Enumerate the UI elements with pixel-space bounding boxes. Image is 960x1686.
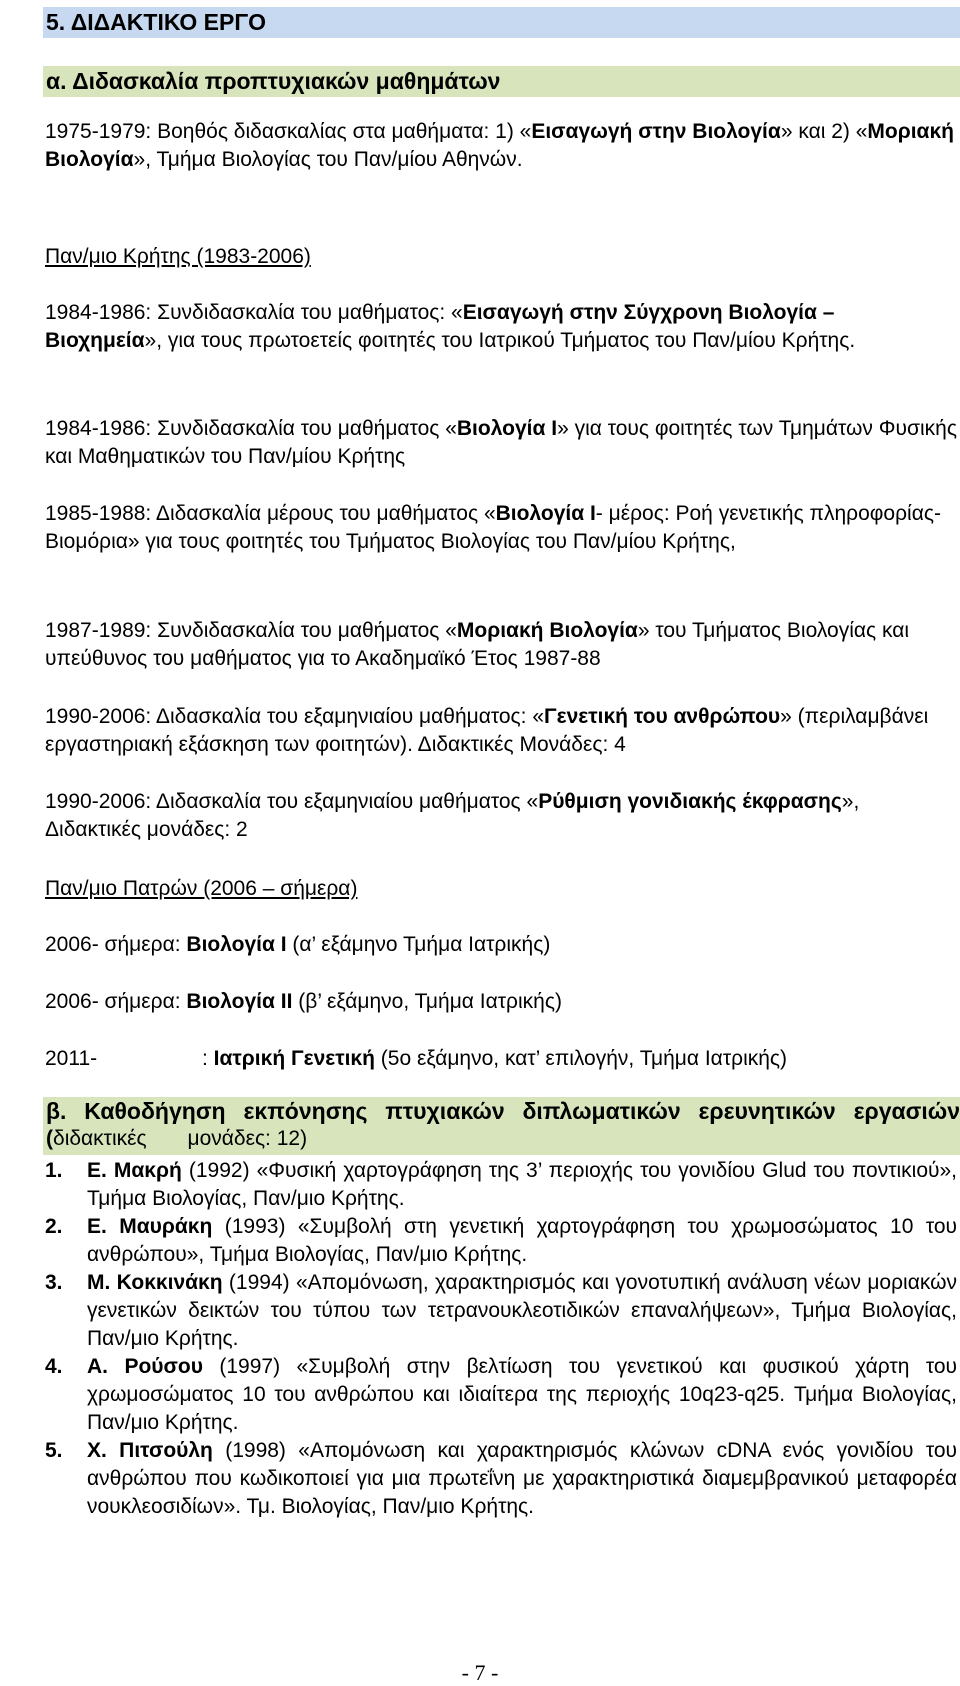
- paragraph-1975: [45, 118, 957, 174]
- course-title: Μοριακή Βιολογία: [45, 120, 955, 171]
- crete-heading: Παν/μιο Κρήτης (1983-2006): [45, 245, 311, 268]
- text: (5ο εξάμηνο, κατ’ επιλογήν, Τμήμα Ιατρικής): [374, 1047, 788, 1070]
- text: » για τους φοιτητές των Τμημάτων Φυσικής και Μαθηματικών του Παν/μίου Κρήτης: [45, 417, 957, 468]
- course-title: Βιολογία Ι: [495, 502, 596, 525]
- item-text: (1992) «Φυσική χαρτογράφηση της 3’ περιοχής του γονιδίου Glud του ποντικιού», Τμήμα Βιολογίας, Παν/μιο Κρήτης.: [87, 1159, 957, 1210]
- paragraph-2006-b: [45, 988, 957, 1016]
- paragraph-2011: [45, 1045, 957, 1073]
- item-number: 4.: [45, 1355, 63, 1378]
- paragraph-1987: [45, 617, 957, 673]
- thesis-list: [45, 1157, 957, 1521]
- subsection-b-heading-text: β. Καθοδήγηση εκπόνησης πτυχιακών διπλωματικών ερευνητικών εργασιών: [46, 1098, 960, 1124]
- course-title: Ρύθμιση γονιδιακής έκφρασης: [538, 790, 842, 813]
- subsection-b-heading-line1: [46, 1097, 960, 1125]
- text: 1990-2006: Διδασκαλία του εξαμηνιαίου μαθήματος «: [45, 790, 539, 813]
- course-title: Εισαγωγή στην Βιολογία: [531, 120, 781, 143]
- list-item: [45, 1157, 957, 1213]
- paragraph-2006-a: [45, 931, 957, 959]
- text: » (περιλαμβάνει εργαστηριακή εξάσκηση των φοιτητών). Διδακτικές Μονάδες: 4: [45, 705, 929, 756]
- subsection-a-heading: [43, 66, 960, 97]
- item-number: 5.: [45, 1439, 63, 1462]
- subsection-b-heading-line2: [46, 1125, 960, 1153]
- item-text: (1994) «Απομόνωση, χαρακτηρισμός και γονοτυπική ανάλυση νέων μοριακών γενετικών δεικτών του τύπου των τετρανουκλεοτιδικών επαναλήψεων», Τμήμα Βιολογίας, Παν/μιο Κρήτης.: [87, 1271, 957, 1350]
- paragraph-1985: [45, 500, 957, 556]
- list-item: [45, 1213, 957, 1269]
- list-item: [45, 1353, 957, 1437]
- year-text: 2011-: [45, 1047, 98, 1070]
- item-number: 3.: [45, 1271, 63, 1294]
- subsection-b-heading: [43, 1097, 960, 1155]
- course-title: Εισαγωγή στην Σύγχρονη Βιολογία – Βιοχημεία: [45, 301, 835, 352]
- course-title: Βιολογία Ι: [186, 933, 287, 956]
- course-title: Γενετική του ανθρώπου: [544, 705, 781, 728]
- text: », Διδακτικές μονάδες: 2: [45, 790, 860, 841]
- text: 1987-1989: Συνδιδασκαλία του μαθήματος «: [45, 619, 457, 642]
- text: », Τμήμα Βιολογίας του Παν/μίου Αθηνών.: [133, 148, 523, 171]
- student-name: Α. Ρούσου: [87, 1355, 203, 1378]
- paragraph-1984-a: [45, 299, 957, 355]
- item-text: (1997) «Συμβολή στην βελτίωση του γενετικού και φυσικού χάρτη του χρωμοσώματος 10 του ανθρώπου και ιδιαίτερα της περιοχής 10q23-q25. Τμήμα Βιολογίας, Παν/μιο Κρήτης.: [87, 1355, 957, 1434]
- text: 1984-1986: Συνδιδασκαλία του μαθήματος: «: [45, 301, 463, 324]
- student-name: Μ. Κοκκινάκη: [87, 1271, 223, 1294]
- course-title: Βιολογία Ι: [456, 417, 558, 440]
- student-name: Ε. Μακρή: [87, 1159, 182, 1182]
- student-name: Ε. Μαυράκη: [87, 1215, 213, 1238]
- item-text: (1998) «Απομόνωση και χαρακτηρισμός κλώνων cDNA ενός γονιδίου του ανθρώπου που κωδικοποιεί για μια πρωτεΐνη με χαρακτηριστικά διαμεμβρανικού μεταφορέα νουκλεοσιδίων». Τμ. Βιολογίας, Παν/μιο Κρήτης.: [87, 1439, 957, 1518]
- text: 2006- σήμερα:: [45, 990, 187, 1013]
- paragraph-1990-b: [45, 788, 957, 844]
- text: » και 2) «: [780, 120, 868, 143]
- course-title: Μοριακή Βιολογία: [456, 619, 638, 642]
- student-name: Χ. Πιτσούλη: [87, 1439, 213, 1462]
- text: (β’ εξάμηνο, Τμήμα Ιατρικής): [292, 990, 562, 1013]
- item-number: 2.: [45, 1215, 63, 1238]
- text: 1985-1988: Διδασκαλία μέρους του μαθήματος «: [45, 502, 496, 525]
- text: » του Τμήματος Βιολογίας και υπεύθυνος του μαθήματος για το Ακαδημαϊκό Έτος 1987-88: [45, 619, 910, 670]
- patras-heading: Παν/μιο Πατρών (2006 – σήμερα): [45, 877, 358, 900]
- text: 1990-2006: Διδασκαλία του εξαμηνιαίου μαθήματος: «: [45, 705, 545, 728]
- text: 2006- σήμερα:: [45, 933, 187, 956]
- section-heading-text: 5. ΔΙΔΑΚΤΙΚΟ ΕΡΓΟ: [46, 9, 267, 35]
- course-title: Ιατρική Γενετική: [213, 1047, 375, 1070]
- section-heading: [43, 7, 960, 38]
- text: 1975-1979: Βοηθός διδασκαλίας στα μαθήματα: 1) «: [45, 120, 532, 143]
- units-text: διδακτικές μονάδες: 12): [53, 1127, 308, 1150]
- paragraph-1984-b: [45, 415, 957, 471]
- text: :: [202, 1047, 214, 1070]
- paragraph-1990-a: [45, 703, 957, 759]
- text: - μέρος: Ροή γενετικής πληροφορίας- Βιομόρια» για τους φοιτητές του Τμήματος Βιολογίας του Παν/μίου Κρήτης,: [45, 502, 941, 553]
- course-title: Βιολογία ΙΙ: [186, 990, 293, 1013]
- page-number: - 7 -: [461, 1660, 499, 1685]
- subsection-a-heading-text: α. Διδασκαλία προπτυχιακών μαθημάτων: [46, 68, 501, 94]
- list-item: [45, 1269, 957, 1353]
- list-item: [45, 1437, 957, 1521]
- item-number: 1.: [45, 1159, 63, 1182]
- text: 1984-1986: Συνδιδασκαλία του μαθήματος «: [45, 417, 457, 440]
- item-text: (1993) «Συμβολή στη γενετική χαρτογράφηση του χρωμοσώματος 10 του ανθρώπου», Τμήμα Βιολογίας, Παν/μιο Κρήτης.: [87, 1215, 957, 1266]
- text: (α’ εξάμηνο Τμήμα Ιατρικής): [286, 933, 551, 956]
- paren: (: [46, 1127, 53, 1150]
- text: », για τους πρωτοετείς φοιτητές του Ιατρικού Τμήματος του Παν/μίου Κρήτης.: [144, 329, 856, 352]
